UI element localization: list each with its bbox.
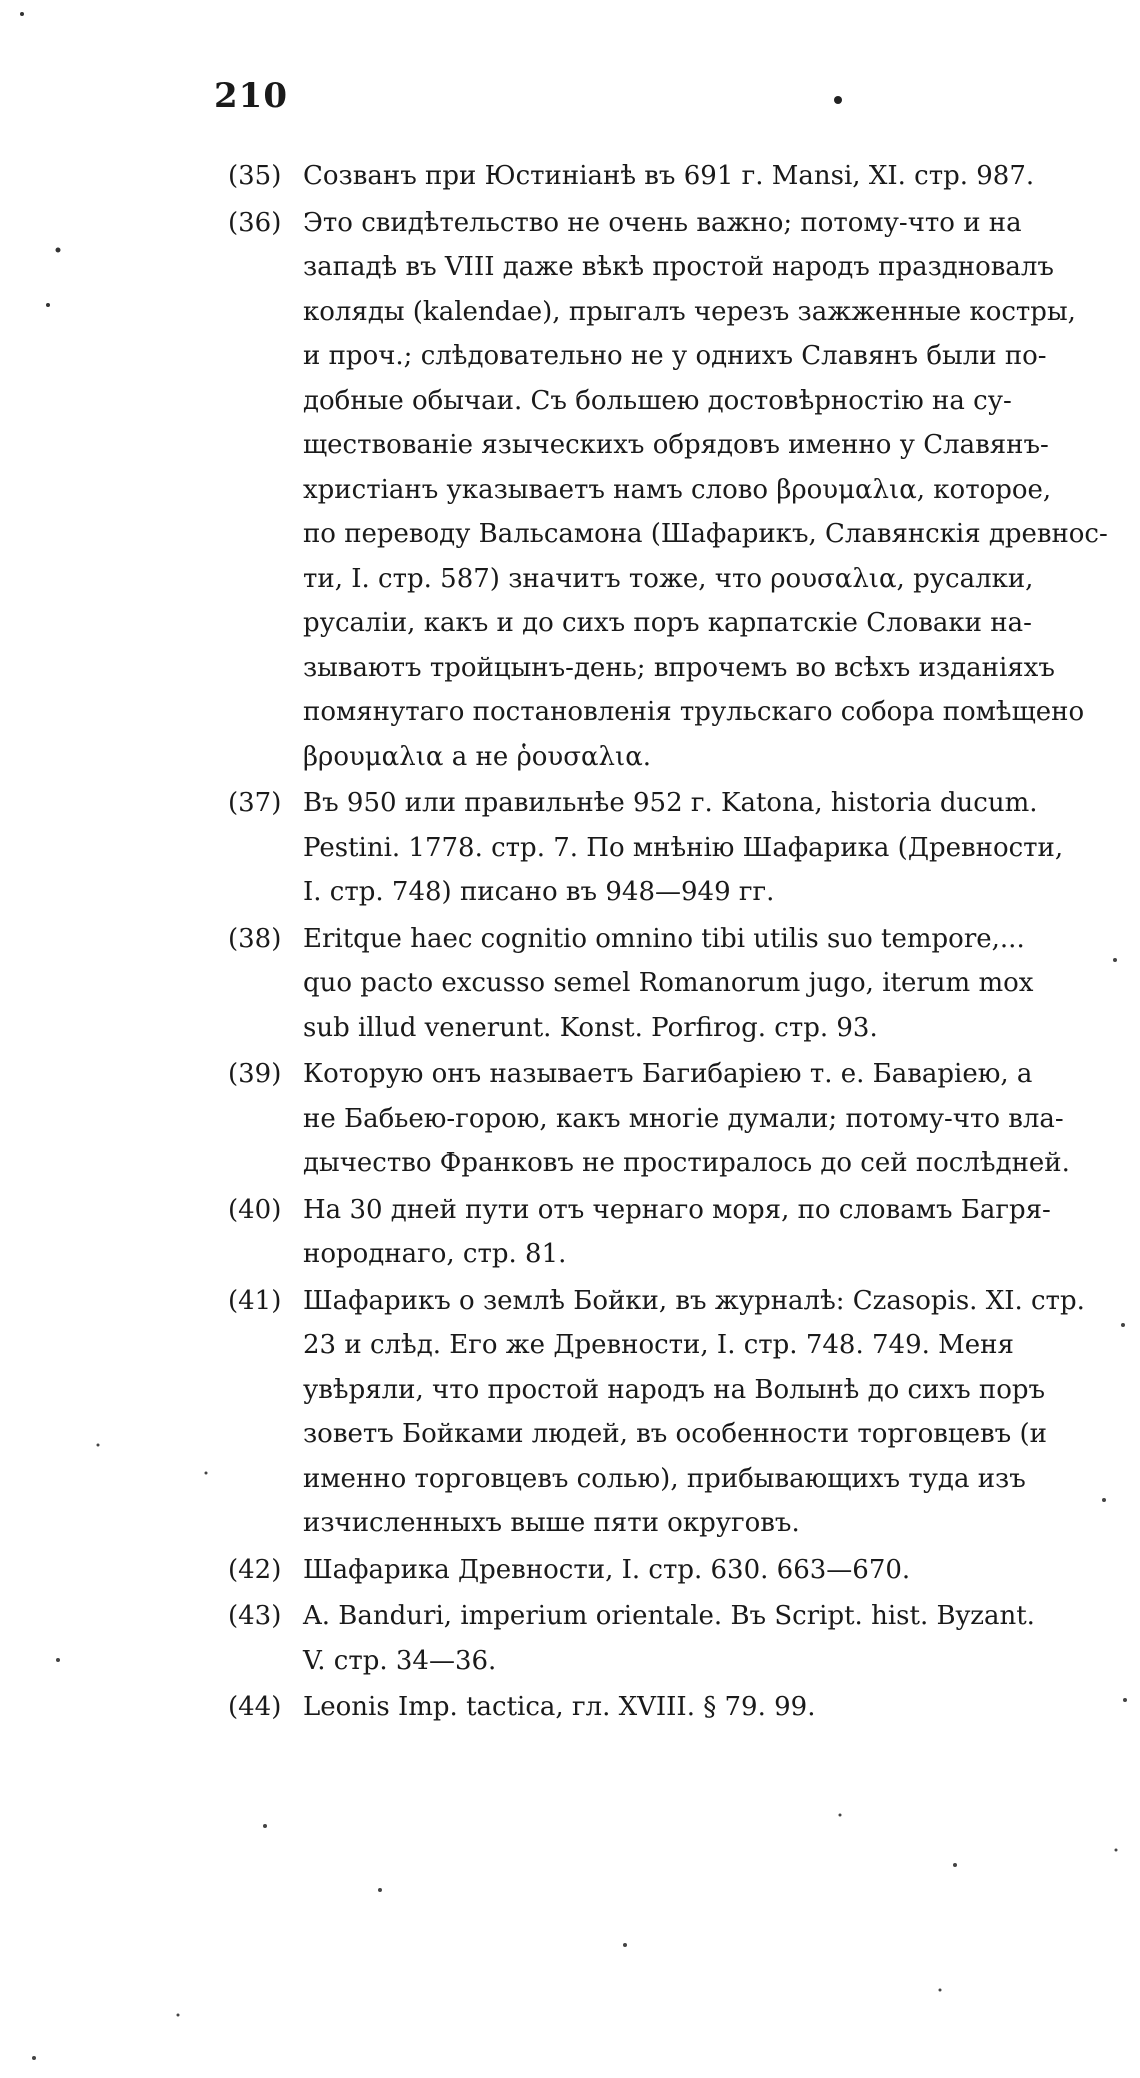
footnote-line: I. стр. 748) писано въ 948—949 гг. [303, 877, 775, 907]
footnote-line: ти, I. стр. 587) значитъ тоже, что ρουσαλια, русалки, [303, 563, 1034, 594]
footnote-line: дычество Франковъ не простиралось до сей послѣдней. [303, 1148, 1070, 1178]
footnote-line: sub illud venerunt. Konst. Porfirog. стр. 93. [303, 1012, 878, 1043]
footnote-text [303, 1685, 1108, 1730]
footnote [228, 1685, 1108, 1730]
footnote-line: и проч.; слѣдовательно не у однихъ Славянъ были по- [303, 341, 1047, 371]
footnote-text [303, 1594, 1108, 1683]
footnote-line: Въ 950 или правильнѣе 952 г. Katona, historia ducum. [303, 788, 1038, 818]
footnote-line: христіанъ указываетъ намъ слово βρουμαλια, которое, [303, 474, 1052, 505]
footnote-line: Которую онъ называетъ Багибаріею т. е. Баваріею, а [303, 1059, 1033, 1089]
footnote-line: именно торговцевъ солью), прибывающихъ туда изъ [303, 1463, 1026, 1494]
footnote-line: зываютъ тройцынъ-день; впрочемъ во всѣхъ изданіяхъ [303, 652, 1055, 683]
footnote-text [303, 1052, 1108, 1186]
footnote-text [303, 1548, 1108, 1593]
footnote-line: зоветъ Бойками людей, въ особенности торговцевъ (и [303, 1419, 1047, 1449]
footnote-number: (35) [228, 161, 282, 191]
footnote [228, 1548, 1108, 1593]
footnote-line: Созванъ при Юстиніанѣ въ 691 г. Mansi, XI. стр. 987. [303, 161, 1035, 191]
footnote-line: A. Banduri, imperium orientale. Въ Script. hist. Byzant. [303, 1601, 1035, 1631]
footnote-number: (44) [228, 1692, 282, 1722]
footnote-line: добные обычаи. Съ большею достовѣрностію на су- [303, 385, 1012, 416]
footnote-line: по переводу Вальсамона (Шафарикъ, Славянскія древнос- [303, 519, 1108, 549]
footnote-number: (36) [228, 207, 282, 238]
footnote-text [303, 154, 1108, 199]
footnote-line: помянутаго постановленія трульскаго собора помѣщено [303, 697, 1085, 727]
footnote-line: quo pacto excusso semel Romanorum jugo, iterum mox [303, 968, 1034, 998]
footnote-line: Pestini. 1778. стр. 7. По мнѣнію Шафарика (Древности, [303, 832, 1064, 863]
footnote-line: Eritque haec cognitio omnino tibi utilis suo tempore,... [303, 923, 1025, 954]
footnote-number: (37) [228, 788, 282, 818]
footnote-line: Шафарика Древности, I. стр. 630. 663—670. [303, 1554, 911, 1585]
footnote-number: (40) [228, 1194, 282, 1225]
footnote-line: 23 и слѣд. Его же Древности, I. стр. 748. 749. Меня [303, 1330, 1014, 1360]
footnote [228, 1594, 1108, 1683]
footnote [228, 781, 1108, 915]
footnote-line: западѣ въ VIII даже вѣкѣ простой народъ праздновалъ [303, 252, 1054, 282]
footnotes [228, 154, 1108, 1732]
footnote-number: (41) [228, 1285, 282, 1316]
footnote-line: не Бабьею-горою, какъ многіе думали; потому-что вла- [303, 1103, 1064, 1134]
footnote-text [303, 201, 1108, 780]
footnote [228, 1052, 1108, 1186]
footnote-line: увѣряли, что простой народъ на Волынѣ до сихъ поръ [303, 1374, 1046, 1405]
footnote-line: ществованіе языческихъ обрядовъ именно у Славянъ- [303, 430, 1049, 460]
footnote [228, 1188, 1108, 1277]
footnote-line: Это свидѣтельство не очень важно; потому-что и на [303, 207, 1022, 238]
footnote-text [303, 1279, 1108, 1546]
footnote-line: нороднаго, стр. 81. [303, 1239, 567, 1269]
footnote-line: V. стр. 34—36. [303, 1645, 497, 1676]
footnote-number: (38) [228, 923, 282, 954]
footnote-number: (42) [228, 1554, 282, 1585]
footnote-line: изчисленныхъ выше пяти округовъ. [303, 1508, 800, 1538]
footnote-text [303, 781, 1108, 915]
footnote [228, 917, 1108, 1051]
footnote-line: Leonis Imp. tactica, гл. XVIII. § 79. 99. [303, 1692, 816, 1722]
footnote-number: (39) [228, 1059, 282, 1089]
footnote-line: коляды (kalendae), прыгалъ черезъ зажженные костры, [303, 296, 1076, 327]
footnote-text [303, 1188, 1108, 1277]
footnote-line: βρουμαλια а не ῥουσαλια. [303, 741, 652, 772]
footnote-line: На 30 дней пути отъ чернаго моря, по словамъ Багря- [303, 1194, 1051, 1225]
page-number: 210 [214, 76, 288, 116]
footnote-line: Шафарикъ о землѣ Бойки, въ журналѣ: Czasopis. XI. стр. [303, 1285, 1085, 1316]
footnote [228, 154, 1108, 199]
footnote-line: русаліи, какъ и до сихъ поръ карпатскіе Словаки на- [303, 608, 1032, 638]
footnote-number: (43) [228, 1601, 282, 1631]
footnote [228, 1279, 1108, 1546]
footnote-text [303, 917, 1108, 1051]
footnote [228, 201, 1108, 780]
